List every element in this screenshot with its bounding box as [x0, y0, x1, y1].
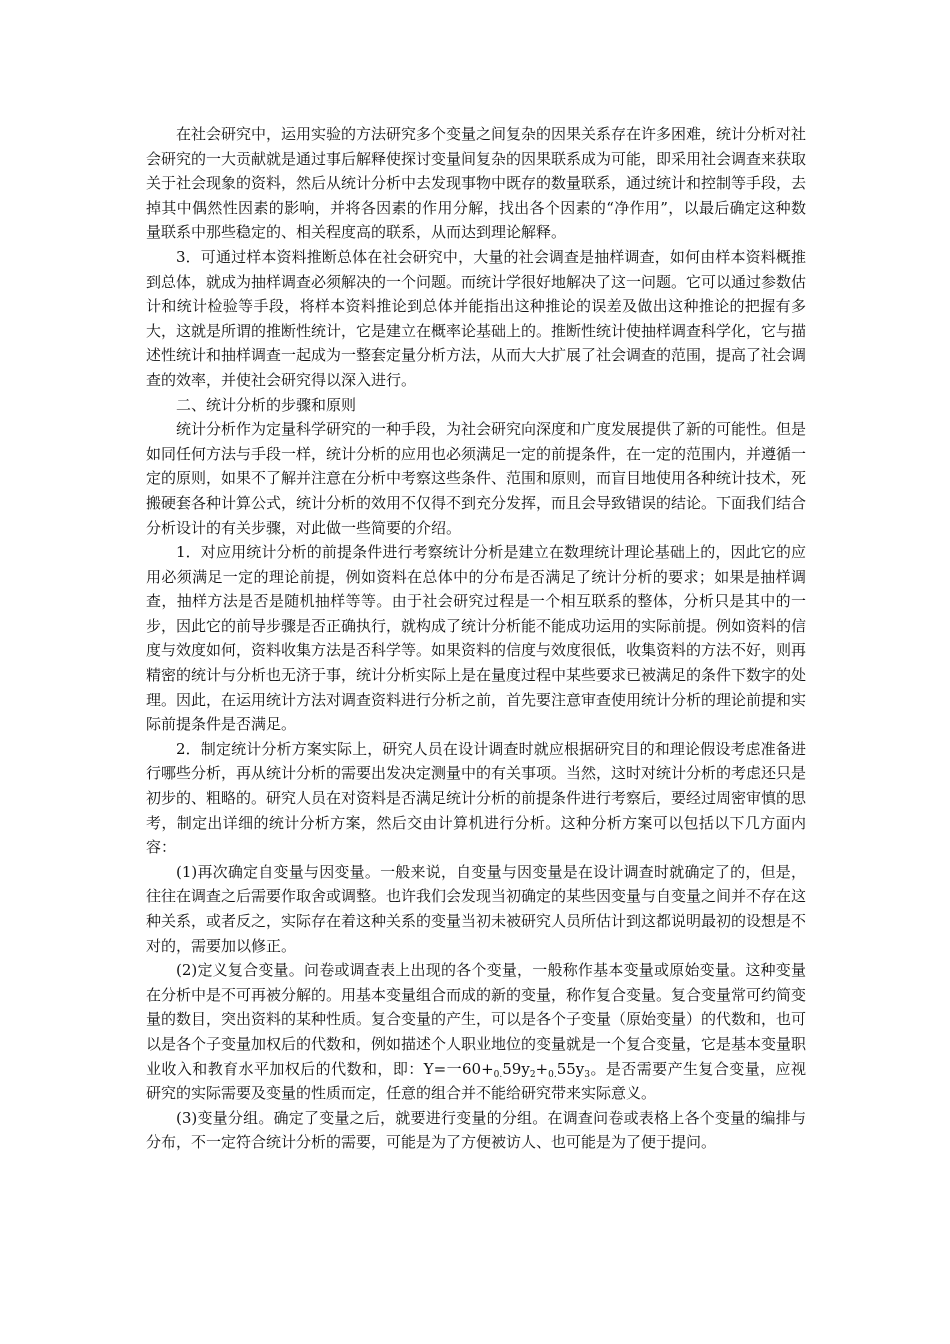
paragraph-section-intro: 统计分析作为定量科学研究的一种手段，为社会研究向深度和广度发展提供了新的可能性。但是如同任何方法与手段一样，统计分析的应用也必须满足一定的前提条件，在一定的范围内，并遵循一定的原则，如果不了解并注意在分析中考察这些条件、范围和原则，而盲目地使用各种统计技术，死搬硬套各种计算公式，统计分析的效用不仅得不到充分发挥，而且会导致错误的结论。下面我们结合分析设计的有关步骤，对此做一些简要的介绍。: [146, 420, 807, 537]
section-heading: 二、统计分析的步骤和原则: [176, 395, 357, 414]
formula-subscript: 2: [529, 1069, 536, 1080]
paragraph-item-3: (3)变量分组。确定了变量之后，就要进行变量的分组。在调查问卷或表格上各个变量的编排与分布，不一定符合统计分析的需要，可能是为了方便被访人、也可能是为了便于提问。: [146, 1108, 806, 1152]
formula-coefficient-prefix: 0.: [548, 1069, 557, 1080]
item-2-text-end: 。是否需要产生复合变量，应视研究的实际需要及变量的性质而定，任意的组合并不能给研究带来实际意义。: [146, 1059, 806, 1103]
paragraph-item-2: [146, 958, 806, 1106]
formula-term: 59y: [502, 1059, 530, 1078]
paragraph-item-1: (1)再次确定自变量与因变量。一般来说，自变量与因变量是在设计调查时就确定了的，但是，往往在调查之后需要作取舍或调整。也许我们会发现当初确定的某些因变量与自变量之间并不存在这种关系，或者反之，实际存在着这种关系的变量当初未被研究人员所估计到这都说明最初的设想是不对的，需要加以修正。: [146, 862, 807, 955]
document-body: [146, 122, 806, 1155]
formula-subscript: 3: [584, 1069, 591, 1080]
paragraph-step-2: 2．制定统计分析方案实际上，研究人员在设计调查时就应根据研究目的和理论假设考虑准备进行哪些分析，再从统计分析的需要出发决定测量中的有关事项。当然，这时对统计分析的考虑还只是初步的、粗略的。研究人员在对资料是否满足统计分析的前提条件进行考察后，要经过周密审慎的思考，制定出详细的统计分析方案，然后交由计算机进行分析。这种分析方案可以包括以下几方面内容：: [146, 739, 807, 857]
item-2-text: (2)定义复合变量。问卷或调查表上出现的各个变量，一般称作基本变量或原始变量。这种变量在分析中是不可再被分解的。用基本变量组合而成的新的变量，称作复合变量。复合变量常可约简变量的数目，突出资料的某种性质。复合变量的产生，可以是各个子变量（原始变量）的代数和，也可以是各个子变量加权后的代数和，例如描述个人职业地位的变量就是一个复合变量，它是基本变量职业收入和教育水平加权后的代数和，即：Y=一60+: [146, 961, 807, 1078]
formula-plus: +: [535, 1059, 549, 1078]
paragraph-step-1: 1．对应用统计分析的前提条件进行考察统计分析是建立在数理统计理论基础上的，因此它的应用必须满足一定的理论前提，例如资料在总体中的分布是否满足了统计分析的要求；如果是抽样调查，抽样方法是否是随机抽样等等。由于社会研究过程是一个相互联系的整体，分析只是其中的一步，因此它的前导步骤是否正确执行，就构成了统计分析能不能成功运用的实际前提。例如资料的信度与效度如何，资料收集方法是否科学等。如果资料的信度与效度很低，收集资料的方法不好，则再精密的统计与分析也无济于事，统计分析实际上是在量度过程中某些要求已被满足的条件下数字的处理。因此，在运用统计方法对调查资料进行分析之前，首先要注意审查使用统计分析的理论前提和实际前提条件是否满足。: [146, 543, 807, 734]
paragraph-point-3: 3．可通过样本资料推断总体在社会研究中，大量的社会调查是抽样调查，如何由样本资料概推到总体，就成为抽样调查必须解决的一个问题。而统计学很好地解决了这一问题。它可以通过参数估计和统计检验等手段，将样本资料推论到总体并能指出这种推论的误差及做出这种推论的把握有多大，这就是所谓的推断性统计，它是建立在概率论基础上的。推断性统计使抽样调查科学化，它与描述性统计和抽样调查一起成为一整套定量分析方法，从而大大扩展了社会调查的范围，提高了社会调查的效率，并使社会研究得以深入进行。: [146, 247, 807, 389]
formula-term: 55y: [556, 1059, 585, 1078]
paragraph-intro: 在社会研究中，运用实验的方法研究多个变量之间复杂的因果关系存在许多困难，统计分析对社会研究的一大贡献就是通过事后解释使探讨变量间复杂的因果联系成为可能，即采用社会调查来获取关于社会现象的资料，然后从统计分析中去发现事物中既存的数量联系，通过统计和控制等手段，去掉其中偶然性因素的影响，并将各因素的作用分解，找出各个因素的“净作用”，以最后确定这种数量联系中那些稳定的、相关程度高的联系，从而达到理论解释。: [146, 125, 807, 242]
formula-coefficient-prefix: 0.: [493, 1069, 503, 1080]
